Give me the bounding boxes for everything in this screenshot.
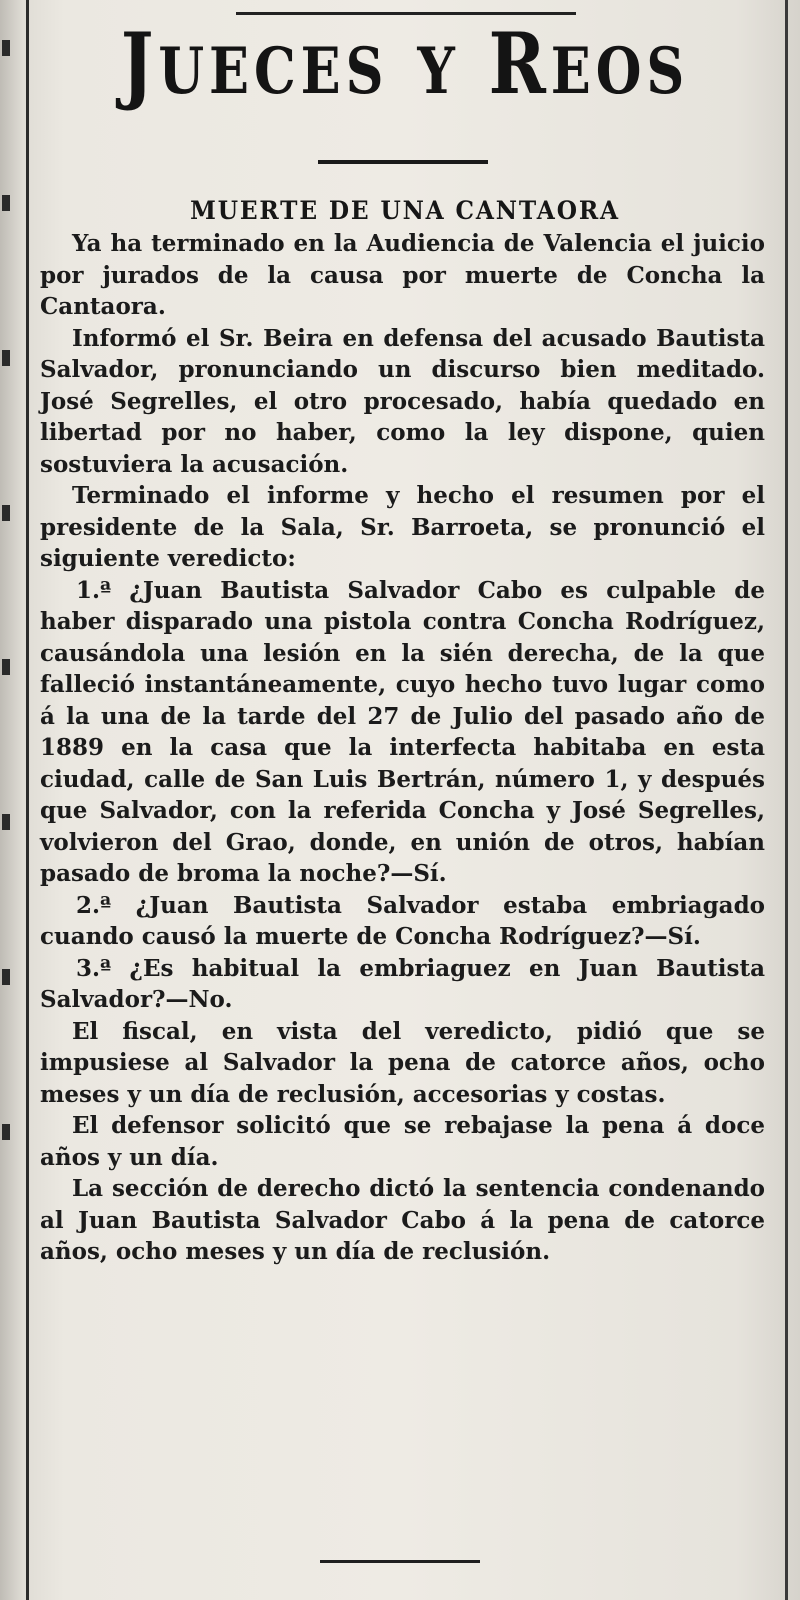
paragraph: El fiscal, en vista del veredicto, pidió que se impusiese al Salvador la pena de catorce años, ocho meses y un día de reclusión, accesorias y costas. <box>40 1017 765 1108</box>
subheadline: MUERTE DE UNA CANTAORA <box>190 196 620 225</box>
paragraph: Ya ha terminado en la Audiencia de Valencia el juicio por jurados de la causa por muerte de Concha la Cantaora. <box>40 230 765 320</box>
adjacent-column-fragments <box>2 40 12 1140</box>
headline-initial: R <box>488 14 551 113</box>
article-body <box>40 228 765 1268</box>
headline-word: EOS <box>550 34 690 109</box>
paragraph: Informó el Sr. Beira en defensa del acusado Bautista Salvador, pronunciando un discurso bien meditado. José Segrelles, el otro procesado, había quedado en libertad por no haber, como la ley dispone, quien sostuviera la acusación. <box>40 324 765 478</box>
headline-word: UECES <box>158 34 389 109</box>
headline <box>98 14 713 113</box>
end-dash-rule <box>320 1560 480 1563</box>
column-rule-right <box>785 0 788 1600</box>
verdict-question: 1.ª ¿Juan Bautista Salvador Cabo es culpable de haber disparado una pistola contra Concha Rodríguez, causándola una lesión en la sién derecha, de la que falleció instantáneamente, cuyo hecho tuvo lugar como á la una de la tarde del 27 de Julio del pasado año de 1889 en la casa que la interfecta habitaba en esta ciudad, calle de San Luis Bertrán, número 1, y después que Salvador, con la referida Concha y José Segrelles, volvieron del Grao, donde, en unión de otros, habían pasado de broma la noche?—Sí. <box>40 576 765 887</box>
verdict-question: 3.ª ¿Es habitual la embriaguez en Juan Bautista Salvador?—No. <box>40 954 765 1013</box>
paragraph: Terminado el informe y hecho el resumen por el presidente de la Sala, Sr. Barroeta, se pronunció el siguiente veredicto: <box>40 482 765 572</box>
verdict-question: 2.ª ¿Juan Bautista Salvador estaba embriagado cuando causó la muerte de Concha Rodríguez?—Sí. <box>40 891 765 950</box>
paragraph: El defensor solicitó que se rebajase la pena á doce años y un día. <box>40 1112 765 1171</box>
headline-connector: Y <box>417 34 460 109</box>
left-page-edge <box>0 0 22 1600</box>
paragraph: La sección de derecho dictó la sentencia condenando al Juan Bautista Salvador Cabo á la pena de catorce años, ocho meses y un día de reclusión. <box>40 1175 765 1265</box>
headline-initial: J <box>120 14 159 113</box>
headline-dash-rule <box>318 160 488 164</box>
column-rule-left <box>26 0 29 1600</box>
